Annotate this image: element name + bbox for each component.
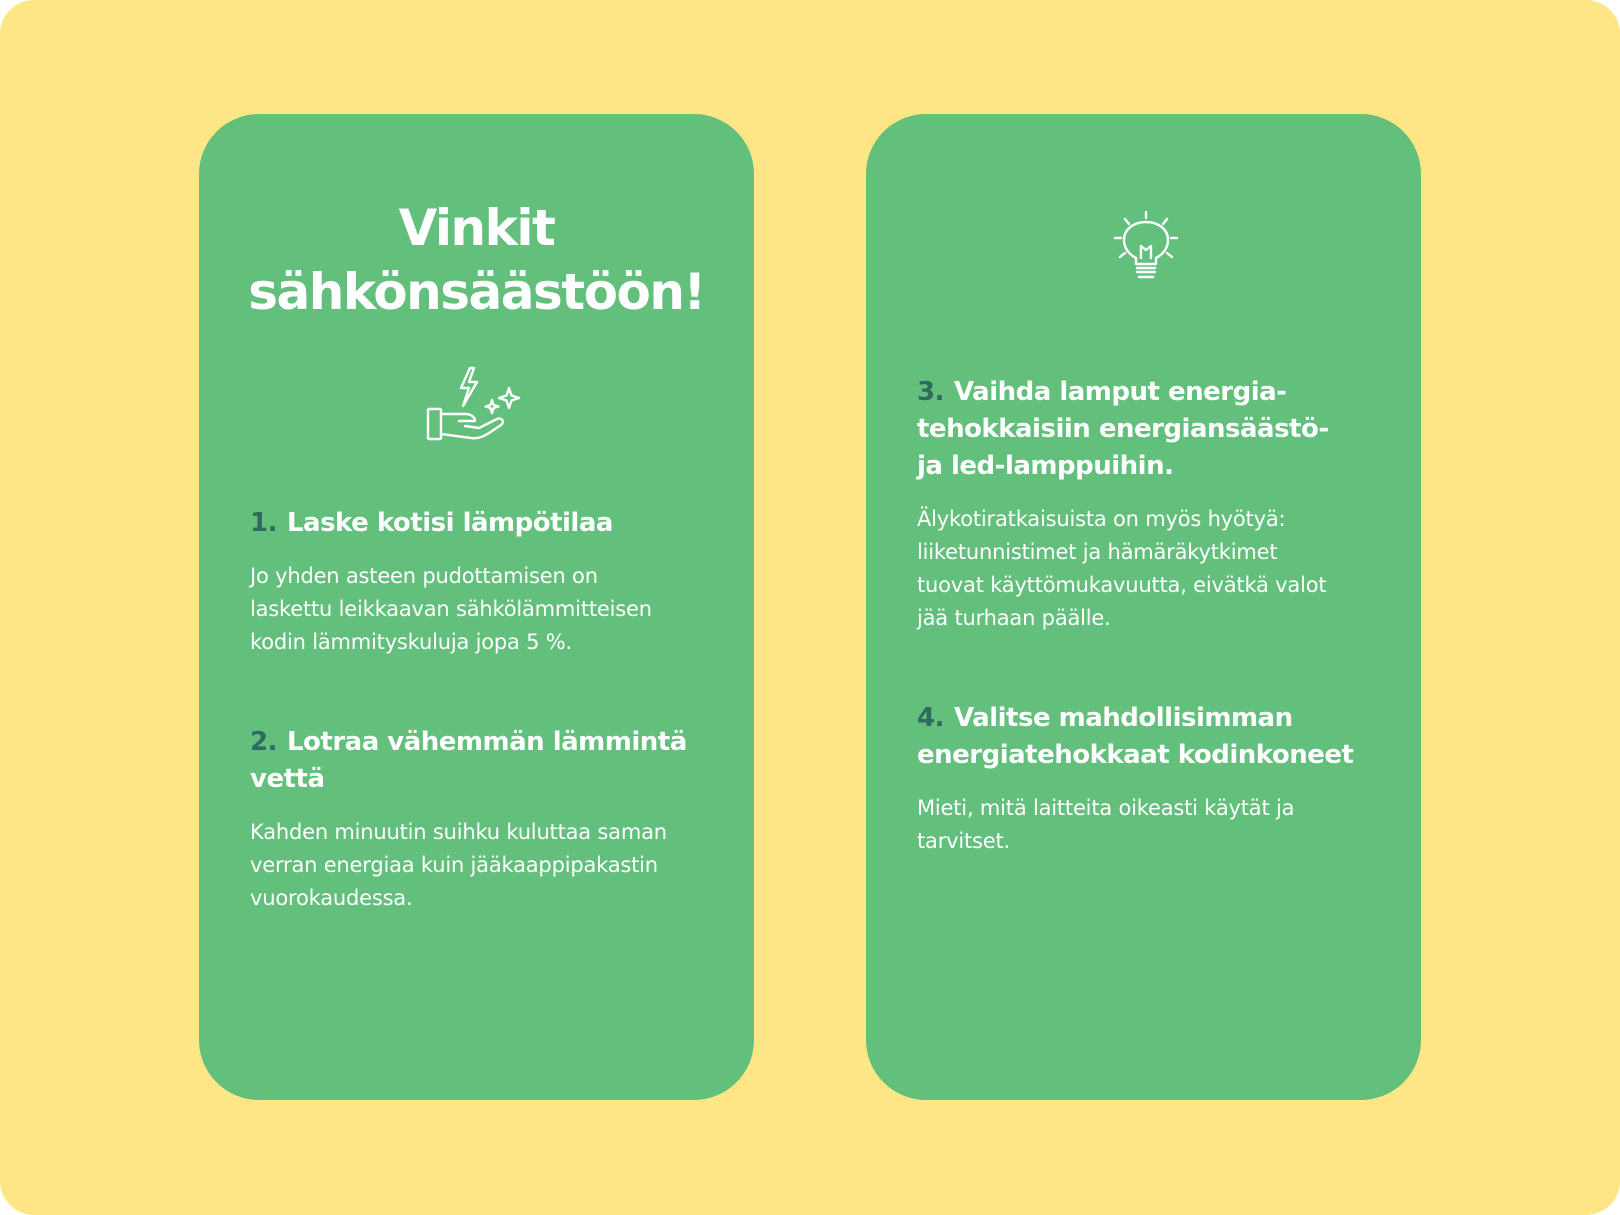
tip-4-text-line-2: tarvitset. [917, 829, 1011, 853]
tip-1-text-line-1: Jo yhden asteen pudottamisen on [250, 564, 598, 588]
tip-4-heading-line-2: energiatehokkaat kodinkoneet [917, 740, 1354, 770]
tip-4-heading-line-1: Valitse mahdollisimman [953, 703, 1293, 733]
tip-3-text-line-1: Älykotiratkaisuista on myös hyötyä: [917, 507, 1286, 531]
title-line-2: sähkönsäästöön! [248, 263, 705, 321]
tip-2-heading-line-1: Lotraa vähemmän lämmintä [286, 727, 687, 757]
tip-2 [250, 724, 720, 915]
page-title [199, 196, 754, 324]
tips-card-right [866, 114, 1421, 1100]
title-line-1: Vinkit [398, 199, 555, 257]
tip-4 [917, 700, 1387, 858]
tip-2-heading-line-2: vettä [250, 764, 325, 794]
tip-2-text-line-1: Kahden minuutin suihku kuluttaa saman [250, 820, 667, 844]
tip-2-text-line-2: verran energiaa kuin jääkaappipakastin [250, 853, 658, 877]
tip-3-text-line-4: jää turhaan päälle. [917, 606, 1111, 630]
tip-1-heading [250, 505, 720, 542]
tip-3-heading-line-2: tehokkaisiin energiansäästö- [917, 414, 1329, 444]
tip-3-text-line-3: tuovat käyttömukavuutta, eivätkä valot [917, 573, 1327, 597]
tip-3 [917, 374, 1387, 635]
tip-4-number: 4. [917, 703, 944, 733]
tip-4-text-line-1: Mieti, mitä laitteita oikeasti käytät ja [917, 796, 1295, 820]
tip-1-number: 1. [250, 508, 277, 538]
tip-2-heading [250, 724, 720, 798]
tip-1-text-line-3: kodin lämmityskuluja jopa 5 %. [250, 630, 573, 654]
tip-3-heading-line-3: ja led-lamppuihin. [917, 451, 1174, 481]
tip-1 [250, 505, 720, 659]
tip-3-heading-line-1: Vaihda lamput energia- [953, 377, 1287, 407]
tip-3-number: 3. [917, 377, 944, 407]
tip-3-text [917, 503, 1387, 635]
tip-3-heading [917, 374, 1387, 485]
tip-4-heading [917, 700, 1387, 774]
tip-3-text-line-2: liiketunnistimet ja hämäräkytkimet [917, 540, 1278, 564]
tip-1-text [250, 560, 720, 659]
tip-1-text-line-2: laskettu leikkaavan sähkölämmitteisen [250, 597, 652, 621]
tip-1-heading-line-1: Laske kotisi lämpötilaa [286, 508, 613, 538]
lightbulb-icon [1106, 208, 1186, 298]
hand-with-lightning-icon [425, 366, 525, 456]
tip-2-text [250, 816, 720, 915]
tip-4-text [917, 792, 1387, 858]
tip-2-number: 2. [250, 727, 277, 757]
tip-2-text-line-3: vuorokaudessa. [250, 886, 413, 910]
tips-card-left [199, 114, 754, 1100]
